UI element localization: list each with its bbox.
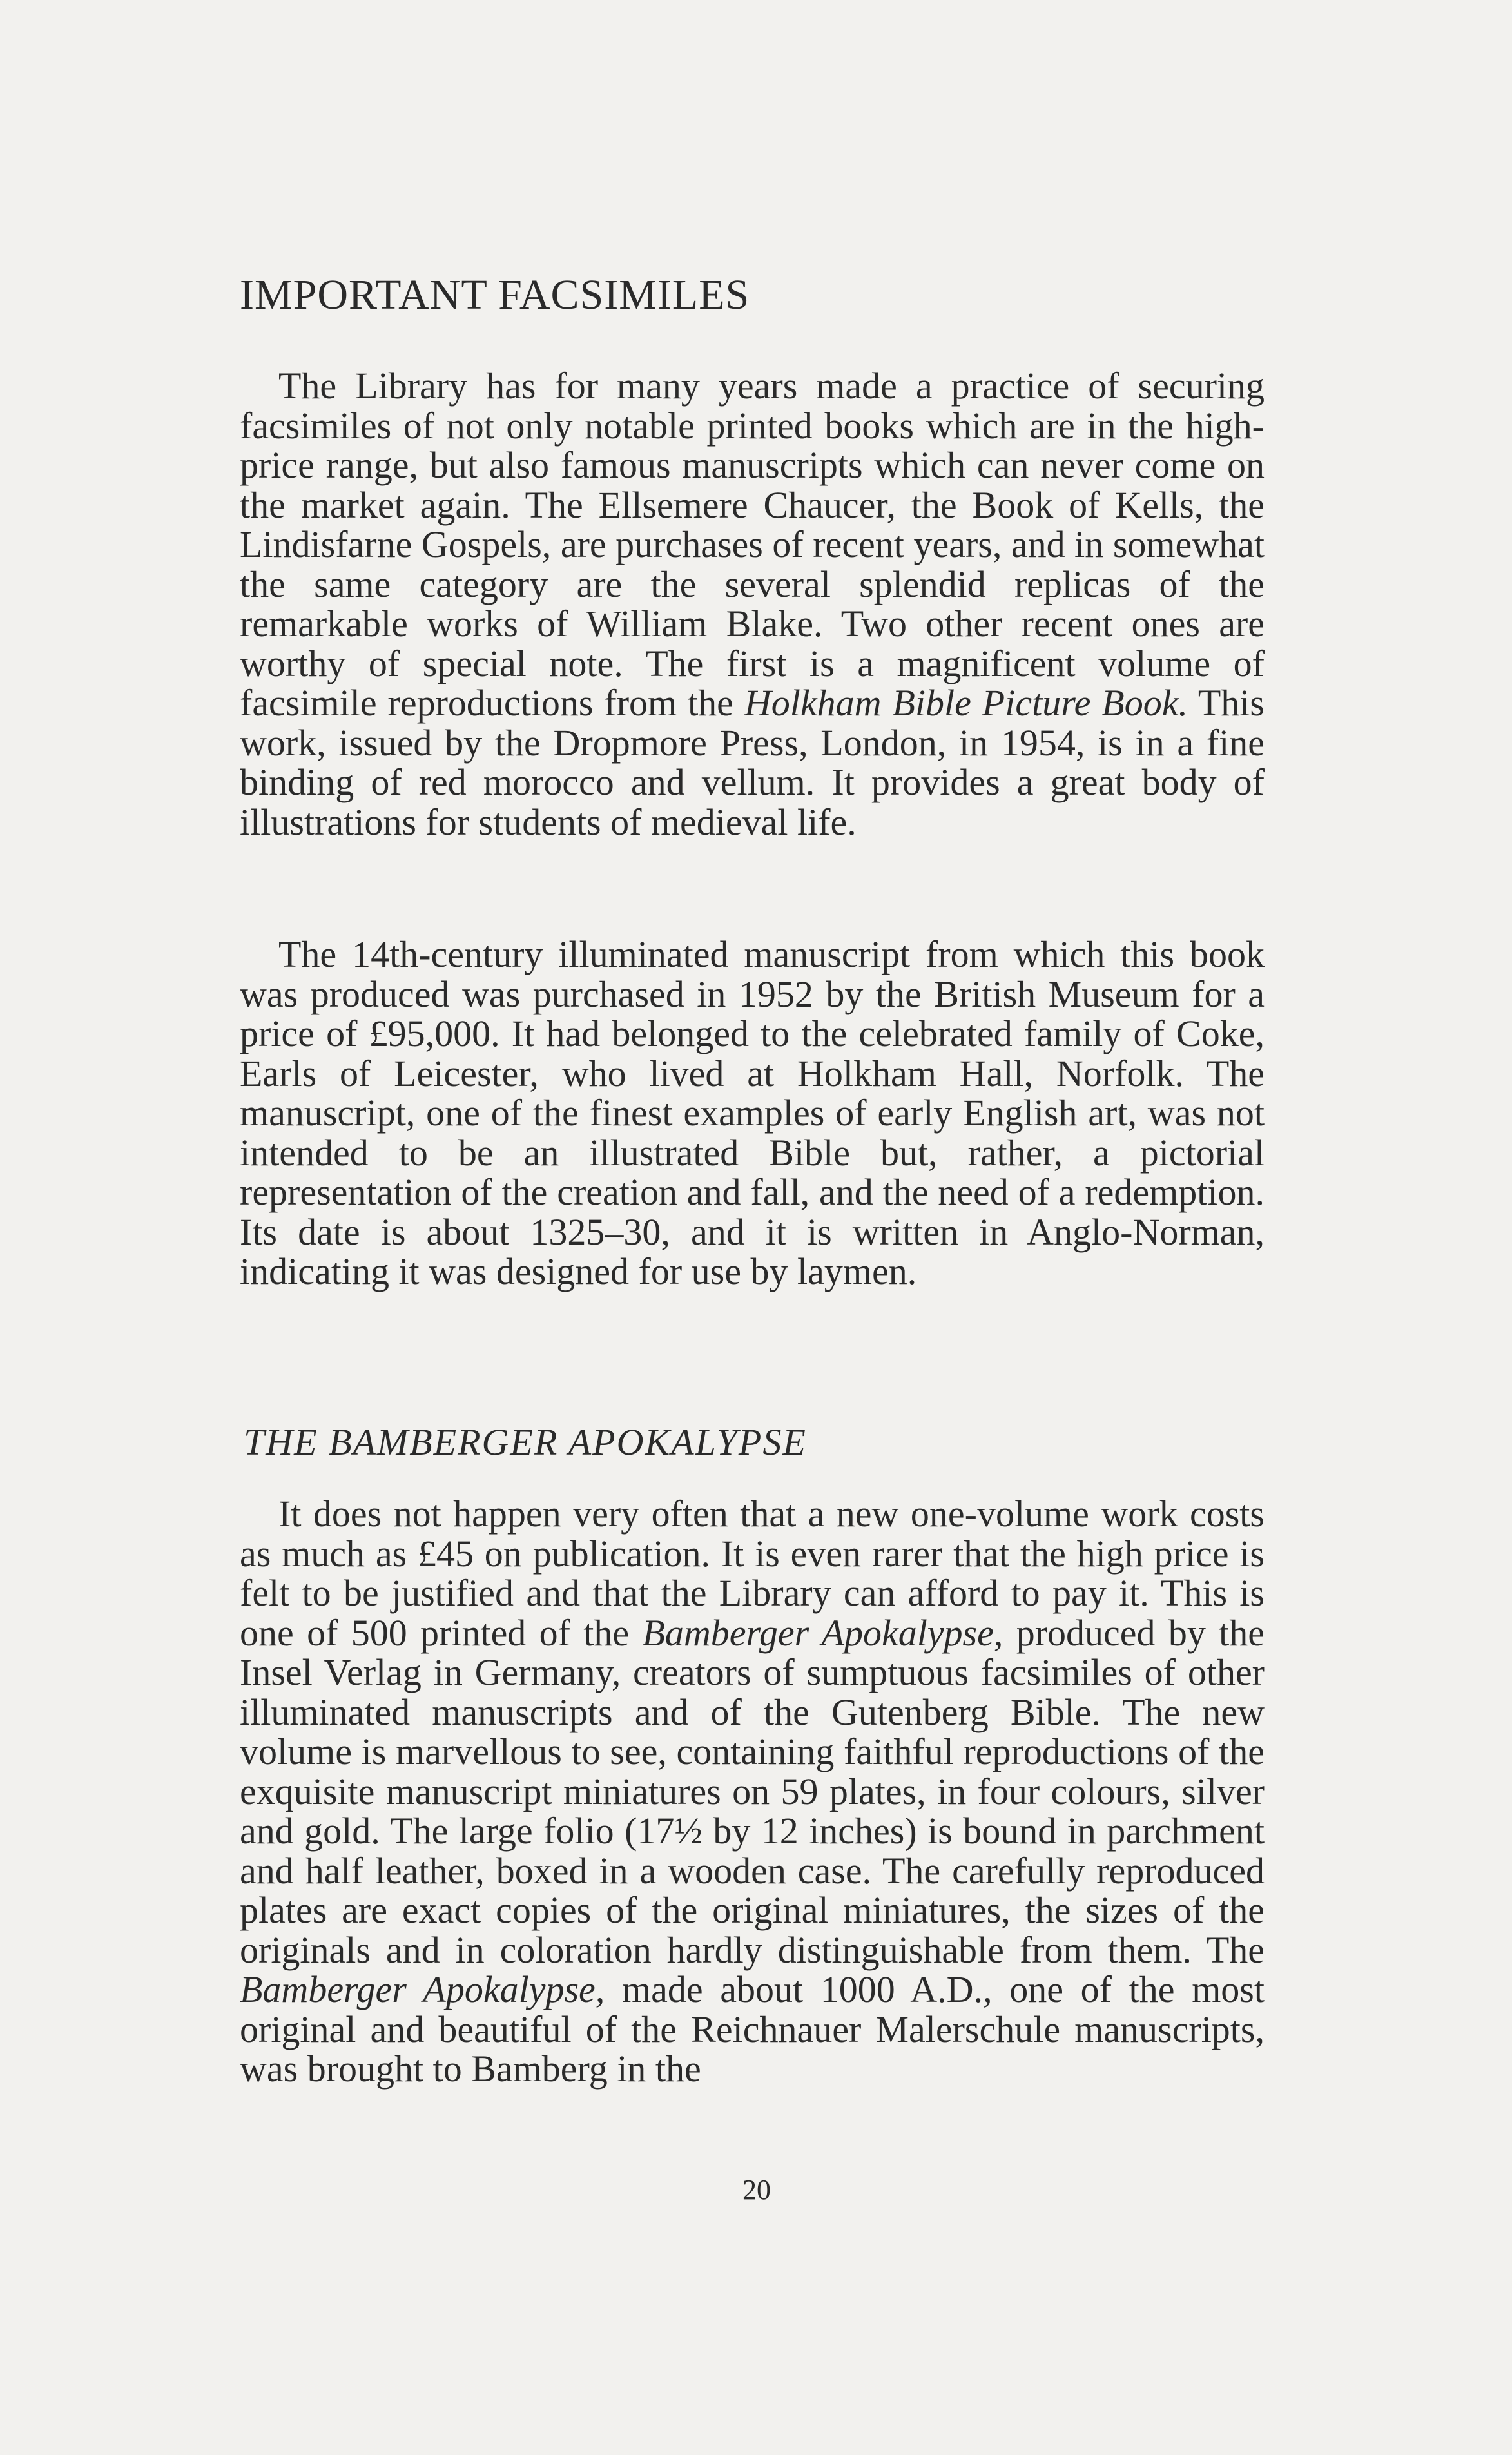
paragraph-2: The 14th-century illuminated manuscript from which this book was produced was purchased in 1952 by the British Museum for a price of £95,000. It had belonged to the celebrated family of Coke, Earls of Leicester, who lived at Holkham Hall, Norfolk. The manuscript, one of the finest examples of early English art, was not intended to be an illustrated Bible but, rather, a pictorial representation of the creation and fall, and the need of a redemption. Its date is about 1325–30, and it is written in Anglo-Norman, indicating it was designed for use by laymen. (240, 933, 1265, 1292)
paragraph-1-text: The Library has for many years made a practice of securing facsimiles of not only notable printed books which are in the high-price range, but also famous manuscripts which can never come on the market again. The Ellsemere Chaucer, the Book of Kells, the Lindisfarne Gospels, are purchases of recent years, and in somewhat the same category are the several splendid replicas of the remarkable works of William Blake. Two other recent ones are worthy of special note. The first is a magnificent volume of facsimile reproductions from the (240, 365, 1265, 724)
bamberger-title-1: Bamberger Apokalypse, (642, 1611, 1003, 1654)
page-number: 20 (742, 2174, 771, 2206)
bamberger-title-2: Bamberger Apokalypse, (240, 1968, 605, 2010)
page-heading: IMPORTANT FACSIMILES (240, 271, 750, 318)
holkham-title: Holkham Bible Picture Book. (744, 682, 1188, 724)
paragraph-3-text-b: produced by the Insel Verlag in Germany, creators of sumptuous facsimiles of other illuminated manuscripts and of the Gutenberg Bible. The new volume is marvellous to see, containing faithful reproductions of the exquisite manuscript miniatures on 59 plates, in four colours, silver and gold. The large folio (17½ by 12 inches) is bound in parchment and half leather, boxed in a wooden case. The carefully reproduced plates are exact copies of the original miniatures, the sizes of the originals and in coloration hardly distinguishable from them. The (240, 1611, 1265, 1971)
paragraph-3-text-a: It does not happen very often that a new one-volume work costs as much as £45 on publication. It is even rarer that the high price is felt to be justified and that the Library can afford to pay it. This is one of 500 printed of the (240, 1493, 1265, 1654)
paragraph-3-block (240, 1494, 1265, 2089)
paragraph-2-block (240, 935, 1265, 1292)
paragraph-1 (240, 366, 1265, 842)
paragraph-1-block (240, 366, 1265, 842)
section-subheading: THE BAMBERGER APOKALYPSE (244, 1421, 807, 1463)
paragraph-3 (240, 1494, 1265, 2089)
paragraph-3-text-c: made about 1000 A.D., one of the most original and beautiful of the Reichnauer Malerschule manuscripts, was brought to Bamberg in the (240, 1968, 1265, 2090)
paragraph-1-end: This work, issued by the Dropmore Press, London, in 1954, is in a fine binding of red morocco and vellum. It provides a great body of illustrations for students of medieval life. (240, 682, 1265, 843)
